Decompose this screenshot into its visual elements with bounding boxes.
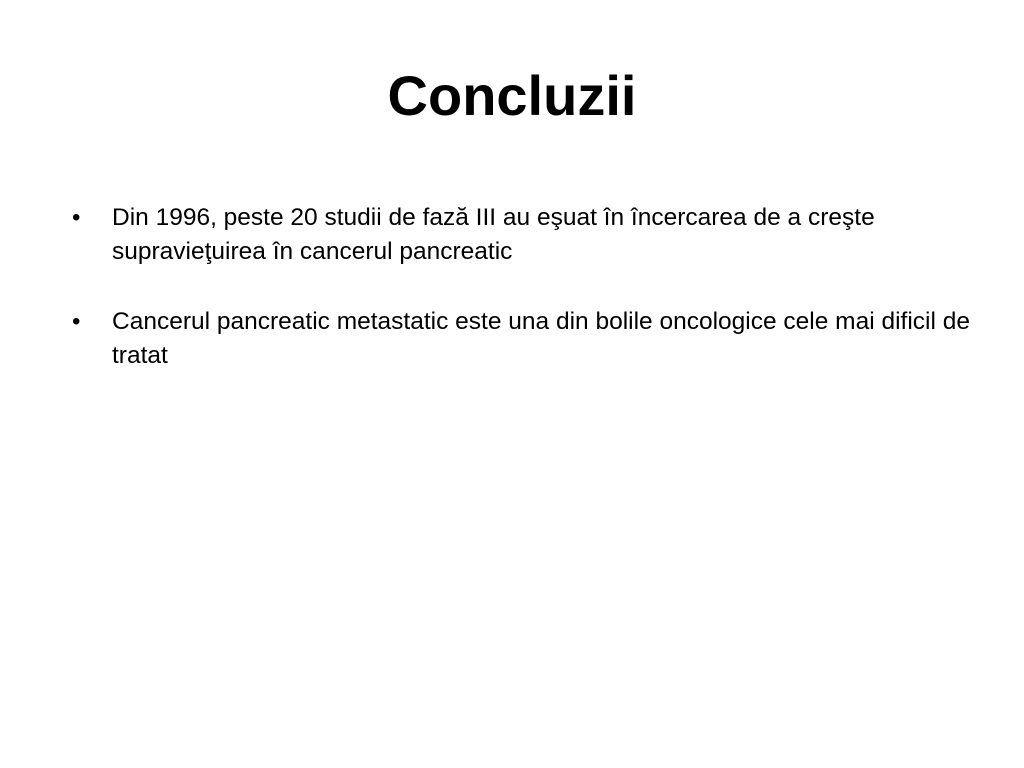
bullet-dot-icon: • (72, 204, 81, 231)
slide-title: Concluzii (387, 64, 637, 127)
bullet-text: Cancerul pancreatic metastatic este una din bolile oncologice cele mai dificil de tratat (112, 308, 970, 369)
bullet-dot-icon: • (72, 308, 81, 335)
bullet-text: Din 1996, peste 20 studii de fază III au eşuat în încercarea de a creşte supravieţuirea în cancerul pancreatic (112, 204, 875, 265)
bullet-list (70, 201, 970, 409)
bullet-item (70, 201, 970, 269)
bullet-item (70, 305, 970, 373)
